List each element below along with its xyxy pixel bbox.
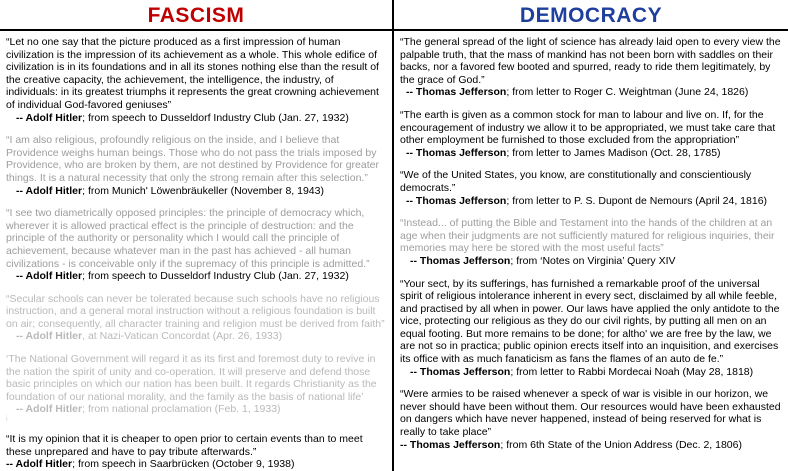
quote-attribution	[400, 366, 782, 379]
quote-text: “It is my opinion that it is cheaper to open prior to certain events than to meet these unprepared and have to pay tribute afterwards.”	[6, 433, 363, 458]
quote-source: ; from ‘Notes on Virginia’ Query XIV	[510, 254, 676, 267]
quote-block	[6, 353, 386, 423]
quote-source: ; from speech in Saarbrücken (October 9, 1938)	[72, 458, 295, 471]
quote-text: ‘The National Government will regard it as its first and foremost duty to revive in the nation the spirit of unity and co-operation. It will preserve and defend those basic principles on which our nation has been built. It regards Christianity as the foundation of our national morality, and the family as the basis of national life’	[6, 353, 377, 403]
quote-block	[400, 217, 782, 267]
quote-attribution	[6, 403, 386, 416]
quote-attribution	[6, 112, 386, 125]
quote-attribution	[400, 255, 782, 268]
quote-block	[6, 433, 386, 471]
quote-source: ; from letter to Rabbi Mordecai Noah (May 28, 1818)	[510, 365, 754, 378]
quote-list-democracy	[394, 31, 788, 451]
quote-author: -- Adolf Hitler	[16, 111, 83, 124]
quote-author: -- Thomas Jefferson	[410, 365, 511, 378]
quote-block	[6, 207, 386, 283]
quote-author: -- Adolf Hitler	[16, 403, 83, 416]
quote-text: “I am also religious, profoundly religious on the inside, and I believe that Providence weighs human beings. Those who do not pass the trials imposed by Providence, who are broken by them, are not destined by Providence for greater things. It is a natural necessity that only the strong remain after this selection.”	[6, 134, 379, 184]
quote-text: “Your sect, by its sufferings, has furnished a remarkable proof of the universal spirit of religious intolerance inherent in every sect, disclaimed by all while feeble, and practised by all when in power. Our laws have applied the only antidote to the vice, protecting our religious as they do our civil rights, by putting all men on an equal footing. But more remains to be done; for altho' we are free by the law, we are not so in practica; public opinion erects itself into an inquisition, and exercises its office with as much fanaticism as fans the flames of an auto de fe.”	[400, 277, 780, 366]
quote-author: -- Thomas Jefferson	[406, 146, 507, 159]
quote-block	[400, 388, 782, 451]
quote-author: -- Adolf Hitler	[16, 330, 83, 343]
quote-block	[6, 36, 386, 124]
quote-text: “We of the United States, you know, are constitutionally and conscientiously democrats.”	[400, 169, 752, 194]
quote-source: ; from speech to Dusseldorf Industry Club (Jan. 27, 1932)	[82, 270, 349, 283]
quote-attribution	[6, 330, 386, 343]
quote-list-fascism	[0, 31, 392, 471]
quote-text: “The earth is given as a common stock for man to labour and live on. If, for the encouragement of industry we allow it to be appropriated, we must take care that other employment be furnished to those excluded from the appropriation”	[400, 108, 776, 147]
quote-attribution	[400, 86, 782, 99]
quote-source: ; from speech to Dusseldorf Industry Club (Jan. 27, 1932)	[82, 111, 349, 124]
quote-author: -- Adolf Hitler	[16, 184, 83, 197]
quote-block	[400, 36, 782, 99]
column-title-fascism: FASCISM	[0, 0, 392, 31]
quote-author: -- Adolf Hitler	[6, 458, 73, 471]
quote-author: -- Thomas Jefferson	[410, 254, 511, 267]
quote-attribution	[400, 439, 782, 452]
stray-mark: i	[6, 416, 8, 424]
quote-text: “Instead... of putting the Bible and Testament into the hands of the children at an age when their judgments are not sufficiently matured for religious inquiries, their memories may here be stored with the most useful facts”	[400, 217, 775, 255]
quote-attribution	[6, 458, 386, 471]
quote-text: “Let no one say that the picture produced as a first impression of human civilization is the impression of its achievement as a whole. This whole edifice of civilization is in its foundations and in all its stones nothing else than the result of the creative capacity, the achievement, the intelligence, the industry, of individuals: in its greatest triumphs it represents the great crowning achievement of individual God-favored geniuses”	[6, 36, 379, 111]
quote-author: -- Thomas Jefferson	[406, 194, 507, 207]
column-democracy	[394, 0, 788, 471]
quote-source: ; from Munich' Löwenbräukeller (November 8, 1943)	[82, 184, 324, 197]
quote-source: ; from letter to P. S. Dupont de Nemours (April 24, 1816)	[506, 194, 768, 207]
quote-text: “I see two diametrically opposed principles: the principle of democracy which, wherever it is allowed practical effect is the principle of destruction: and the principle of the authority or personality which I would call the principle of achievement, because whatever man in the past has achieved - all human civilizations - is conceivable only if the supremacy of this principle is admitted.”	[6, 207, 370, 270]
quote-attribution	[400, 195, 782, 208]
quote-author: -- Adolf Hitler	[16, 270, 83, 283]
quote-text: “The general spread of the light of science has already laid open to every view the palpable truth, that the mass of mankind has not been born with saddles on their backs, nor a favored few booted and spurred, ready to ride them legitimately, by the grace of God.”	[400, 36, 781, 86]
quote-block	[6, 293, 386, 343]
quote-block	[400, 169, 782, 207]
quote-author: -- Thomas Jefferson	[406, 86, 507, 99]
quote-source: , at Nazi-Vatican Concordat (Apr. 26, 1933)	[82, 330, 283, 343]
quote-block	[400, 278, 782, 379]
quote-attribution	[400, 147, 782, 160]
quote-text: “Were armies to be raised whenever a speck of war is visible in our horizon, we never should have been without them. Our resources would have been exhausted on dangers which have never happened, instead of being reserved for what is really to take place”	[400, 388, 781, 439]
column-title-democracy: DEMOCRACY	[394, 0, 788, 31]
quote-source: ; from national proclamation (Feb. 1, 1933)	[82, 403, 281, 416]
quote-source: ; from letter to Roger C. Weightman (June 24, 1826)	[506, 86, 749, 99]
quote-block	[6, 134, 386, 197]
quote-source: ; from letter to James Madison (Oct. 28, 1785)	[506, 146, 721, 159]
quote-author: -- Thomas Jefferson	[400, 438, 501, 451]
quote-block	[400, 109, 782, 159]
quote-text: “Secular schools can never be tolerated because such schools have no religious instruction, and a general moral instruction without a religious foundation is built on air; consequently, all character training and religion must be derived from faith”	[6, 292, 385, 330]
quote-attribution	[6, 270, 386, 283]
quote-attribution	[6, 185, 386, 198]
quote-source: ; from 6th State of the Union Address (Dec. 2, 1806)	[500, 438, 742, 451]
